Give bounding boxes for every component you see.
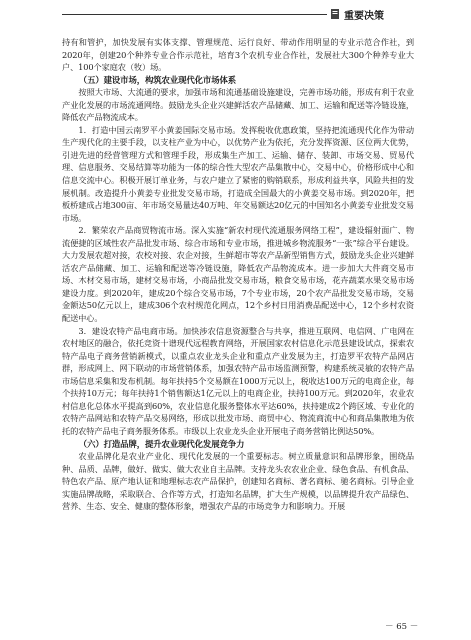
body-paragraph: 3．建设农特产品电商市场。加快涉农信息资源整合与共享，推进互联网、电信网、广电网在农村地区的融合，依托竞资十谱现代远程教育网络，开展国家农村信息化示范县建设试点，探索农特产品电子商务营销新模式，以重点农业龙头企业和重点产业发展为主，打造罗平农特产品网店群，形成网上、网下联动的市场营销体系，加强农特产品市场监测预警，构建系统灵敏的农特产品市场信息采集和发布机制。每年扶持5个交易额在1000万元以上，税收达100万元的电商企业，每个扶持10万元；每年扶持1个销售额达1亿元以上的电商企业，扶持100万元。到2020年，农业农村信息化总体水平提高到60%，农业信息化服务整体水平达60%，扶持建成2个跨区域、专业化的农特产品网站和农特产品交易网络，形成以批发市场、商贸中心、物流商流中心和商品集散地为依托的农特产品电子商务服务体系。市级以上农业龙头企业开展电子商务营销比例达50%。 xyxy=(62,325,414,436)
header-rule xyxy=(62,14,327,15)
section-heading: （六）打造品牌，提升农业现代化发展竞争力 xyxy=(78,438,245,449)
body-paragraph: 1．打造中国云南罗平小黄姜国际交易市场。发挥税收优惠政策，坚持把流通现代化作为带动生产现代化的主要手段，以支柱产业为中心，以优势产业为依托，充分发挥资源、区位两大优势，引进先进的经营管理方式和管理手段，形成集生产加工、运输、储存、装卸、市场交易、贸易代理、信息服务、交易结算等功能为一体的综合性大型农产品集散中心，交易中心，价格形成中心和信息交流中心。积极开展订单业务，与农户建立了紧密的购销联系，形成利益共享，风险共担的发展机制。改造提升小黄姜专业批发交易市场，打造成全国最大的小黄姜交易市场。到2020年，把板桥建成占地300亩、年市场交易量达40万吨、年交易额达20亿元的中国知名小黄姜专业批发交易市场。 xyxy=(62,124,414,223)
body-paragraph: 农业品牌化是农业产业化、现代化发展的一个重要标志。树立质量意识和品牌形象，围绕品种、品质、品牌，做好、做实、做大农业自主品牌。支持龙头农农业企业、绿色食品、有机食品、特色农产品、原产地认证和地理标志农产品保护，创建知名商标、著名商标、驰名商标。引导企业实施品牌战略，采取联合、合作等方式，打造知名品牌，扩大生产规模，以品牌提升农产品绿色、营养、生态、安全、健康的整体形象，增强农产品的市场竞争力和影响力。开展 xyxy=(62,451,414,512)
page-number: － 65 － xyxy=(385,622,419,632)
article-body xyxy=(62,36,414,513)
section-heading: （五）建设市场，构筑农业现代化市场体系 xyxy=(78,74,237,85)
body-paragraph: 按照大市场、大流通的要求，加强市场和流通基础设施建设，完善市场功能，形成有利于农业产业化发展的市场流通网络。鼓励龙头企业兴建鲜活农产品储藏、加工、运输和配送等冷链设施，降低农产品物流成本。 xyxy=(62,87,414,123)
body-paragraph: 2．繁荣农产品商贸物流市场。深入实施“新农村现代流通服务网络工程”，建设辐射面广、物流便捷的区域性农产品批发市场、综合市场和专业市场，推进城乡物流服务“一张”综合平台建设。大力发展农超对接，农校对接、农企对接，生鲜超市等农产品新型销售方式，鼓励龙头企业兴建鲜活农产品储藏、加工、运输和配送等冷链设施，降低农产品物流成本。进一步加大大件商交易市场、木材交易市场，建材交易市场，小商品批发交易市场，粮食交易市场，花卉蔬菜水果交易市场建设力度。到2020年，建成20个综合交易市场，7个专业市场，20个农产品批发交易市场，交易金额达50亿元以上，建成306个农村规范化网点，12个乡村日用消费品配送中心，12个乡村农资配送中心。 xyxy=(62,225,414,324)
running-header-title: 重要决策 xyxy=(344,11,384,22)
book-icon xyxy=(330,8,340,20)
body-paragraph: 持有和管护，加快发展有实体支撑、管理规范、运行良好、带动作用明显的专业示范合作社，到2020年，创建20个种养专业合作示范社，培育3个农机专业合作社，发展社大300个种养专业大户、100个家庭农（牧）场。 xyxy=(62,37,414,73)
